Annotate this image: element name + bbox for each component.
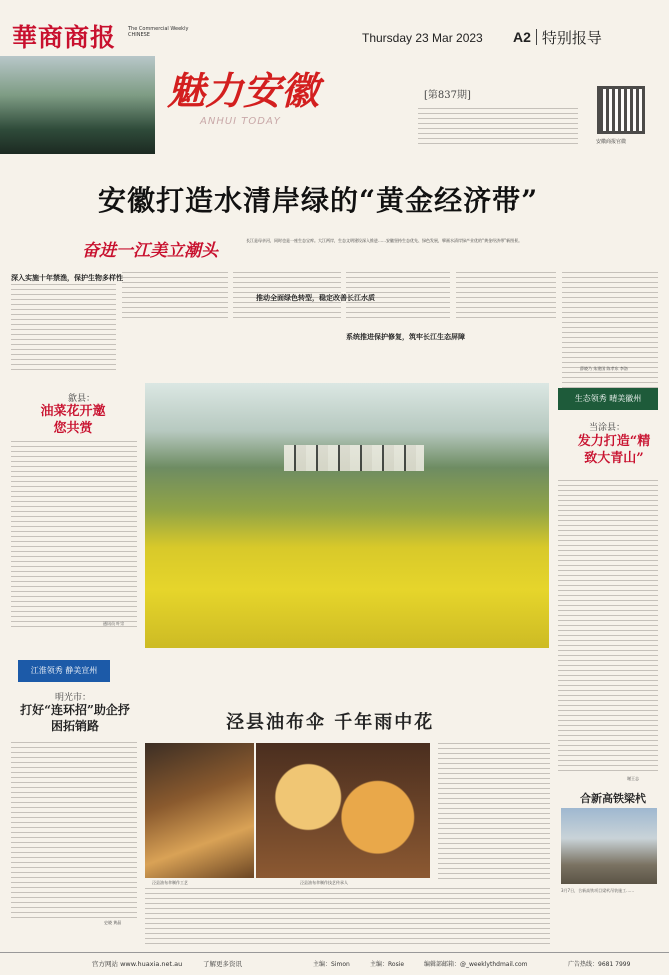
section-number: A2 (513, 29, 531, 45)
footer-site[interactable]: 官方网站 www.huaxia.net.au (92, 960, 183, 968)
sidebar1-text (11, 441, 137, 629)
issue-number: [第837期] (424, 90, 471, 101)
lead-paragraph: 长江是母亲河，同时也是一座生态宝库。大江两岸，生态文明建设深入推进……安徽坚持生态优先、绿色发展，擘画水清岸绿产业优的“黄金经济带”新图景。 (246, 238, 523, 243)
issue-date: Thursday 23 Mar 2023 (362, 31, 483, 45)
banner-info-text (418, 108, 578, 148)
feature-title: 泾县油布伞 千年雨中花 (226, 712, 435, 733)
sidebar2-author: 史晓 黄晶 (104, 920, 122, 925)
masthead (0, 0, 669, 56)
masthead-logo-en: The Commercial Weekly CHINESE (128, 26, 189, 38)
feature-text-bottom (145, 888, 550, 946)
right-title: 发力打造“精致大青山” (577, 434, 651, 466)
feature-text-right (438, 743, 550, 879)
sidebar2-logo: 江淮领秀 静美宣州 (18, 660, 110, 682)
banner-subtitle: ANHUI TODAY (200, 116, 281, 127)
section-divider (536, 29, 537, 45)
qr-code (597, 86, 645, 134)
sidebar1-title: 油菜花开邀您共赏 (40, 404, 106, 436)
sidebar2-text (11, 742, 137, 918)
sidebar1-tag: 歙县： (68, 394, 96, 404)
sidebar2-title: 打好“连环招”助企抒困拓销路 (20, 703, 130, 733)
section-tab (513, 26, 643, 48)
col6-text (562, 272, 658, 392)
col1-heading: 深入实施十年禁渔，保护生物多样性 (11, 273, 123, 282)
feature-caption-1: 泾县油布伞制作工艺 (152, 880, 188, 885)
right-tag: 当涂县： (589, 423, 626, 433)
feature-caption-2: 泾县油布伞制作技艺传承人 (300, 880, 348, 885)
village-houses (284, 445, 424, 471)
footer (0, 952, 669, 975)
col2-text (122, 272, 228, 320)
rail-caption: 3月7日，合新高铁项目梁杙吊装施工…… (561, 888, 635, 893)
col1-text (11, 284, 116, 374)
banner (0, 56, 669, 154)
section-name: 特别报导 (541, 28, 602, 47)
rail-photo (561, 808, 657, 884)
banner-title: 魅力安徽 (167, 68, 320, 113)
col5-heading: 系统推进保护修复，筑牢长江生态屏障 (346, 332, 465, 341)
masthead-logo: 華商商报 (12, 23, 117, 52)
footer-editor: 主编：Simon (313, 961, 350, 968)
footer-hotline: 广告热线：9681 7999 (568, 961, 631, 968)
right-author: 谢王志 (627, 776, 639, 781)
sidebar1-author: 通讯员 叶宗 (103, 621, 125, 626)
footer-slogan: 了解更多资讯 (203, 960, 242, 968)
umbrella-photo-2 (256, 743, 430, 878)
umbrella-photo-1 (145, 743, 254, 878)
right-logo: 生态领秀 晴美徽州 (558, 388, 658, 410)
rail-title: 合新高铁梁杙 (580, 792, 646, 805)
footer-email[interactable]: 编辑部邮箱：@_weeklythdmail.com (424, 961, 528, 968)
col4-heading: 推动全面绿色转型，稳定改善长江水质 (256, 293, 375, 302)
right-text (558, 480, 658, 774)
qr-caption: 安徽商报官微 (596, 139, 627, 145)
headline: 安徽打造水清岸绿的“黄金经济带” (98, 184, 539, 217)
byline: 薛晓乃 朱建国 陈孝东 李洛 (580, 366, 628, 371)
sidebar2-tag: 明光市： (55, 693, 92, 703)
kicker: 奋进一江美立潮头 (82, 241, 218, 261)
footer-designer: 主编：Rosie (370, 961, 405, 968)
col4-text (346, 272, 450, 320)
col5-text (456, 272, 556, 320)
banner-photo (0, 56, 155, 154)
rapeseed-field-photo (145, 383, 549, 648)
